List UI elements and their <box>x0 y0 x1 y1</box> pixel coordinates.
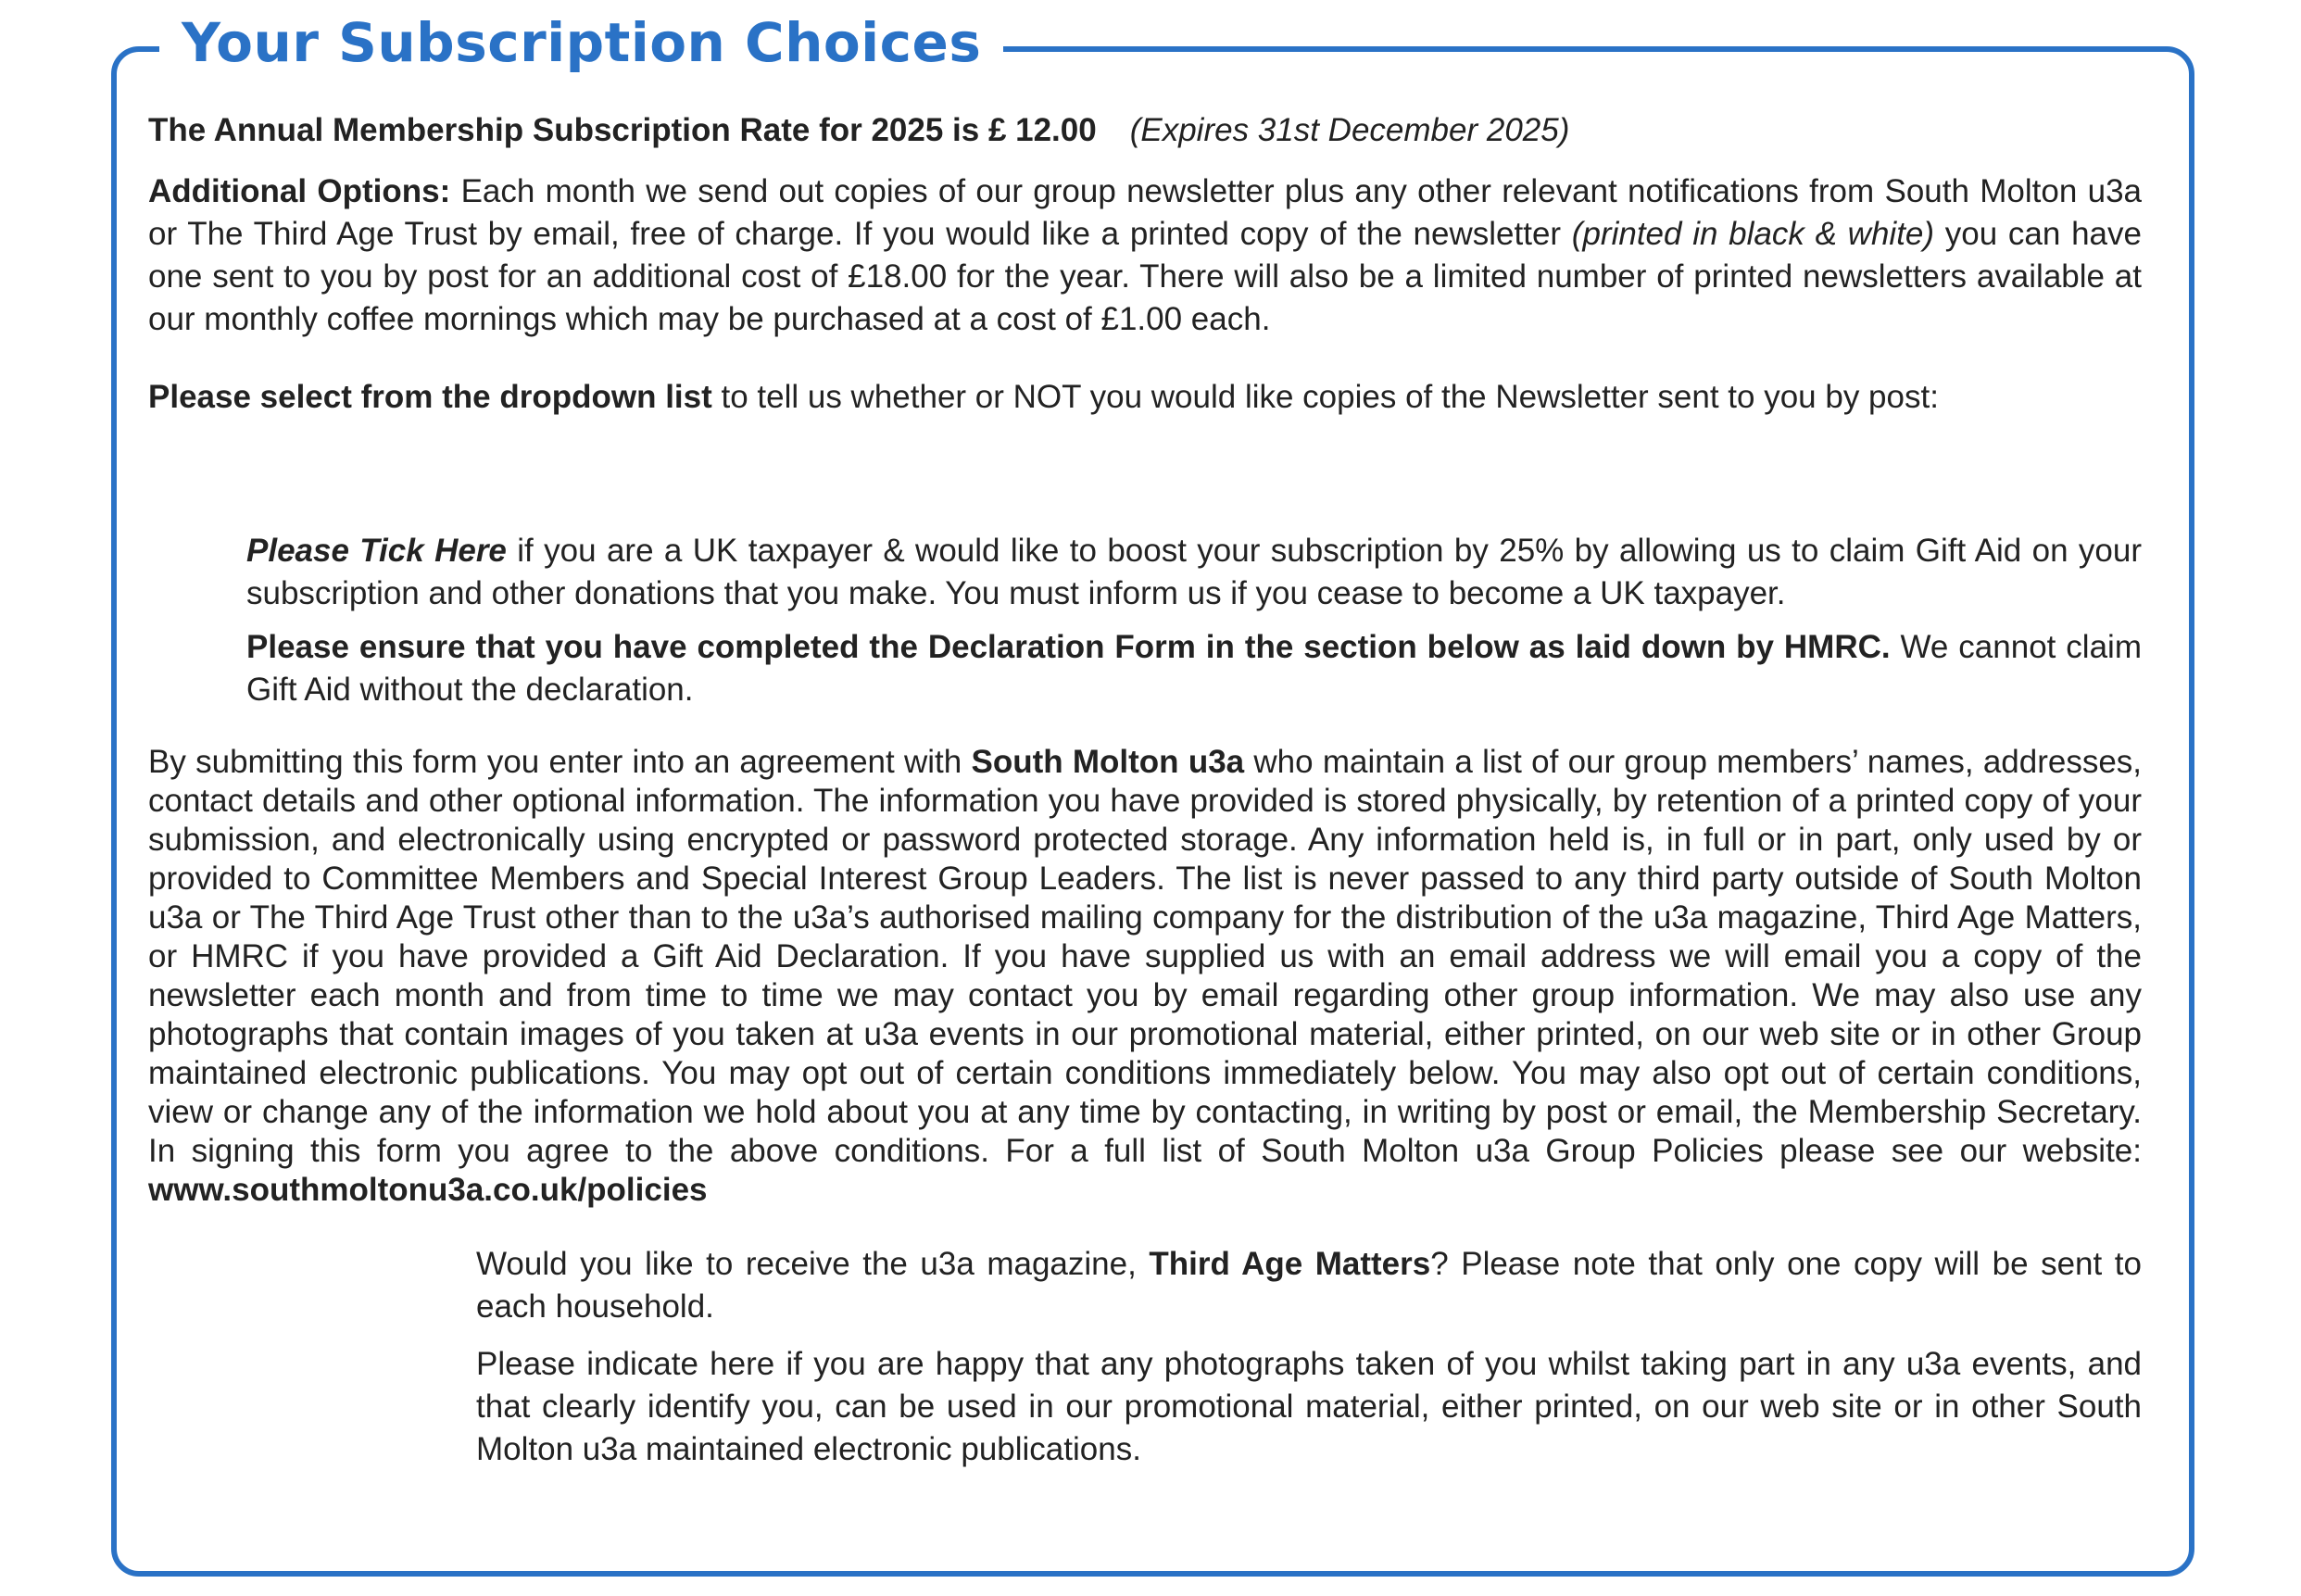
magazine-text-2: ? Please note that only one copy will be sent to each household. <box>476 1246 2142 1325</box>
additional-options-text-1: Each month we send out copies of our group newsletter plus any other relevant notifications from South Molton u3a or The Third Age Trust by email, free of charge. If you would like a printed copy of the newsletter <box>148 173 2142 252</box>
additional-options-italic-note: (printed in black & white) <box>1571 216 1935 252</box>
additional-options-text-2: you can have one sent to you by post for an additional cost of £18.00 for the year. There will also be a limited number of printed newsletters available at our monthly coffee mornings which may be purchased at a cost of £1.00 each. <box>148 216 2142 337</box>
dropdown-prompt-text: to tell us whether or NOT you would like copies of the Newsletter sent to you by post: <box>711 379 1939 415</box>
additional-options-paragraph <box>148 170 2142 341</box>
opt-in-block <box>476 1243 2142 1471</box>
magazine-question <box>476 1243 2142 1328</box>
subscription-rate-text: The Annual Membership Subscription Rate for 2025 is £ 12.00 <box>148 112 1097 148</box>
privacy-text-1: By submitting this form you enter into an agreement with <box>148 744 972 780</box>
dropdown-prompt-bold: Please select from the dropdown list <box>148 379 712 415</box>
gift-aid-declaration-text: We cannot claim Gift Aid without the declaration. <box>246 629 2142 708</box>
privacy-org-name: South Molton u3a <box>971 744 1245 780</box>
privacy-text-2: who maintain a list of our group members’ names, addresses, contact details and other optional information. The information you have provided is stored physically, by retention of a printed copy of your submission, and electronically using encrypted or password protected storage. Any information held is, in full or in part, only used by or provided to Committee Members and Special Interest Group Leaders. The list is never passed to any third party outside of South Molton u3a or The Third Age Trust other than to the u3a’s authorised mailing company for the distribution of the u3a magazine, Third Age Matters, or HMRC if you have provided a Gift Aid Declaration. If you have supplied us with an email address we will email you a copy of the newsletter each month and from time to time we may contact you by email regarding other group information. We may also use any photographs that contain images of you taken at u3a events in our promotional material, either printed, on our web site or in other Group maintained electronic publications. You may opt out of certain conditions immediately below. You may also opt out of certain conditions, view or change any of the information we hold about you at any time by contacting, in writing by post or email, the Membership Secretary. In signing this form you agree to the above conditions. For a full list of South Molton u3a Group Policies please see our website: <box>148 744 2143 1169</box>
privacy-agreement-paragraph <box>148 743 2142 1210</box>
dropdown-prompt <box>148 376 2142 419</box>
newsletter-dropdown-area[interactable] <box>148 419 2142 530</box>
magazine-text-1: Would you like to receive the u3a magazine, <box>476 1246 1150 1282</box>
gift-aid-declaration-bold: Please ensure that you have completed the Declaration Form in the section below as laid down by HMRC. <box>246 629 1891 665</box>
additional-options-label: Additional Options: <box>148 173 451 209</box>
gift-aid-tick-text: if you are a UK taxpayer & would like to boost your subscription by 25% by allowing us to claim Gift Aid on your subscription and other donations that you make. You must inform us if you cease to become a UK taxpayer. <box>246 533 2142 611</box>
gift-aid-block <box>246 530 2142 711</box>
magazine-title: Third Age Matters <box>1149 1246 1431 1282</box>
subscription-content <box>148 109 2142 1486</box>
gift-aid-tick-label[interactable]: Please Tick Here <box>246 533 507 569</box>
subscription-rate-line <box>148 109 2142 152</box>
policies-link[interactable]: www.southmoltonu3a.co.uk/policies <box>148 1172 708 1208</box>
expiry-note: (Expires 31st December 2025) <box>1129 112 1570 148</box>
gift-aid-tick-paragraph <box>246 530 2142 615</box>
section-heading: Your Subscription Choices <box>159 6 1003 80</box>
photo-consent-question: Please indicate here if you are happy that any photographs taken of you whilst taking part in any u3a events, and that clearly identify you, can be used in our promotional material, either printed, on our web site or in other South Molton u3a maintained electronic publications. <box>476 1346 2142 1467</box>
gift-aid-declaration-paragraph <box>246 626 2142 711</box>
